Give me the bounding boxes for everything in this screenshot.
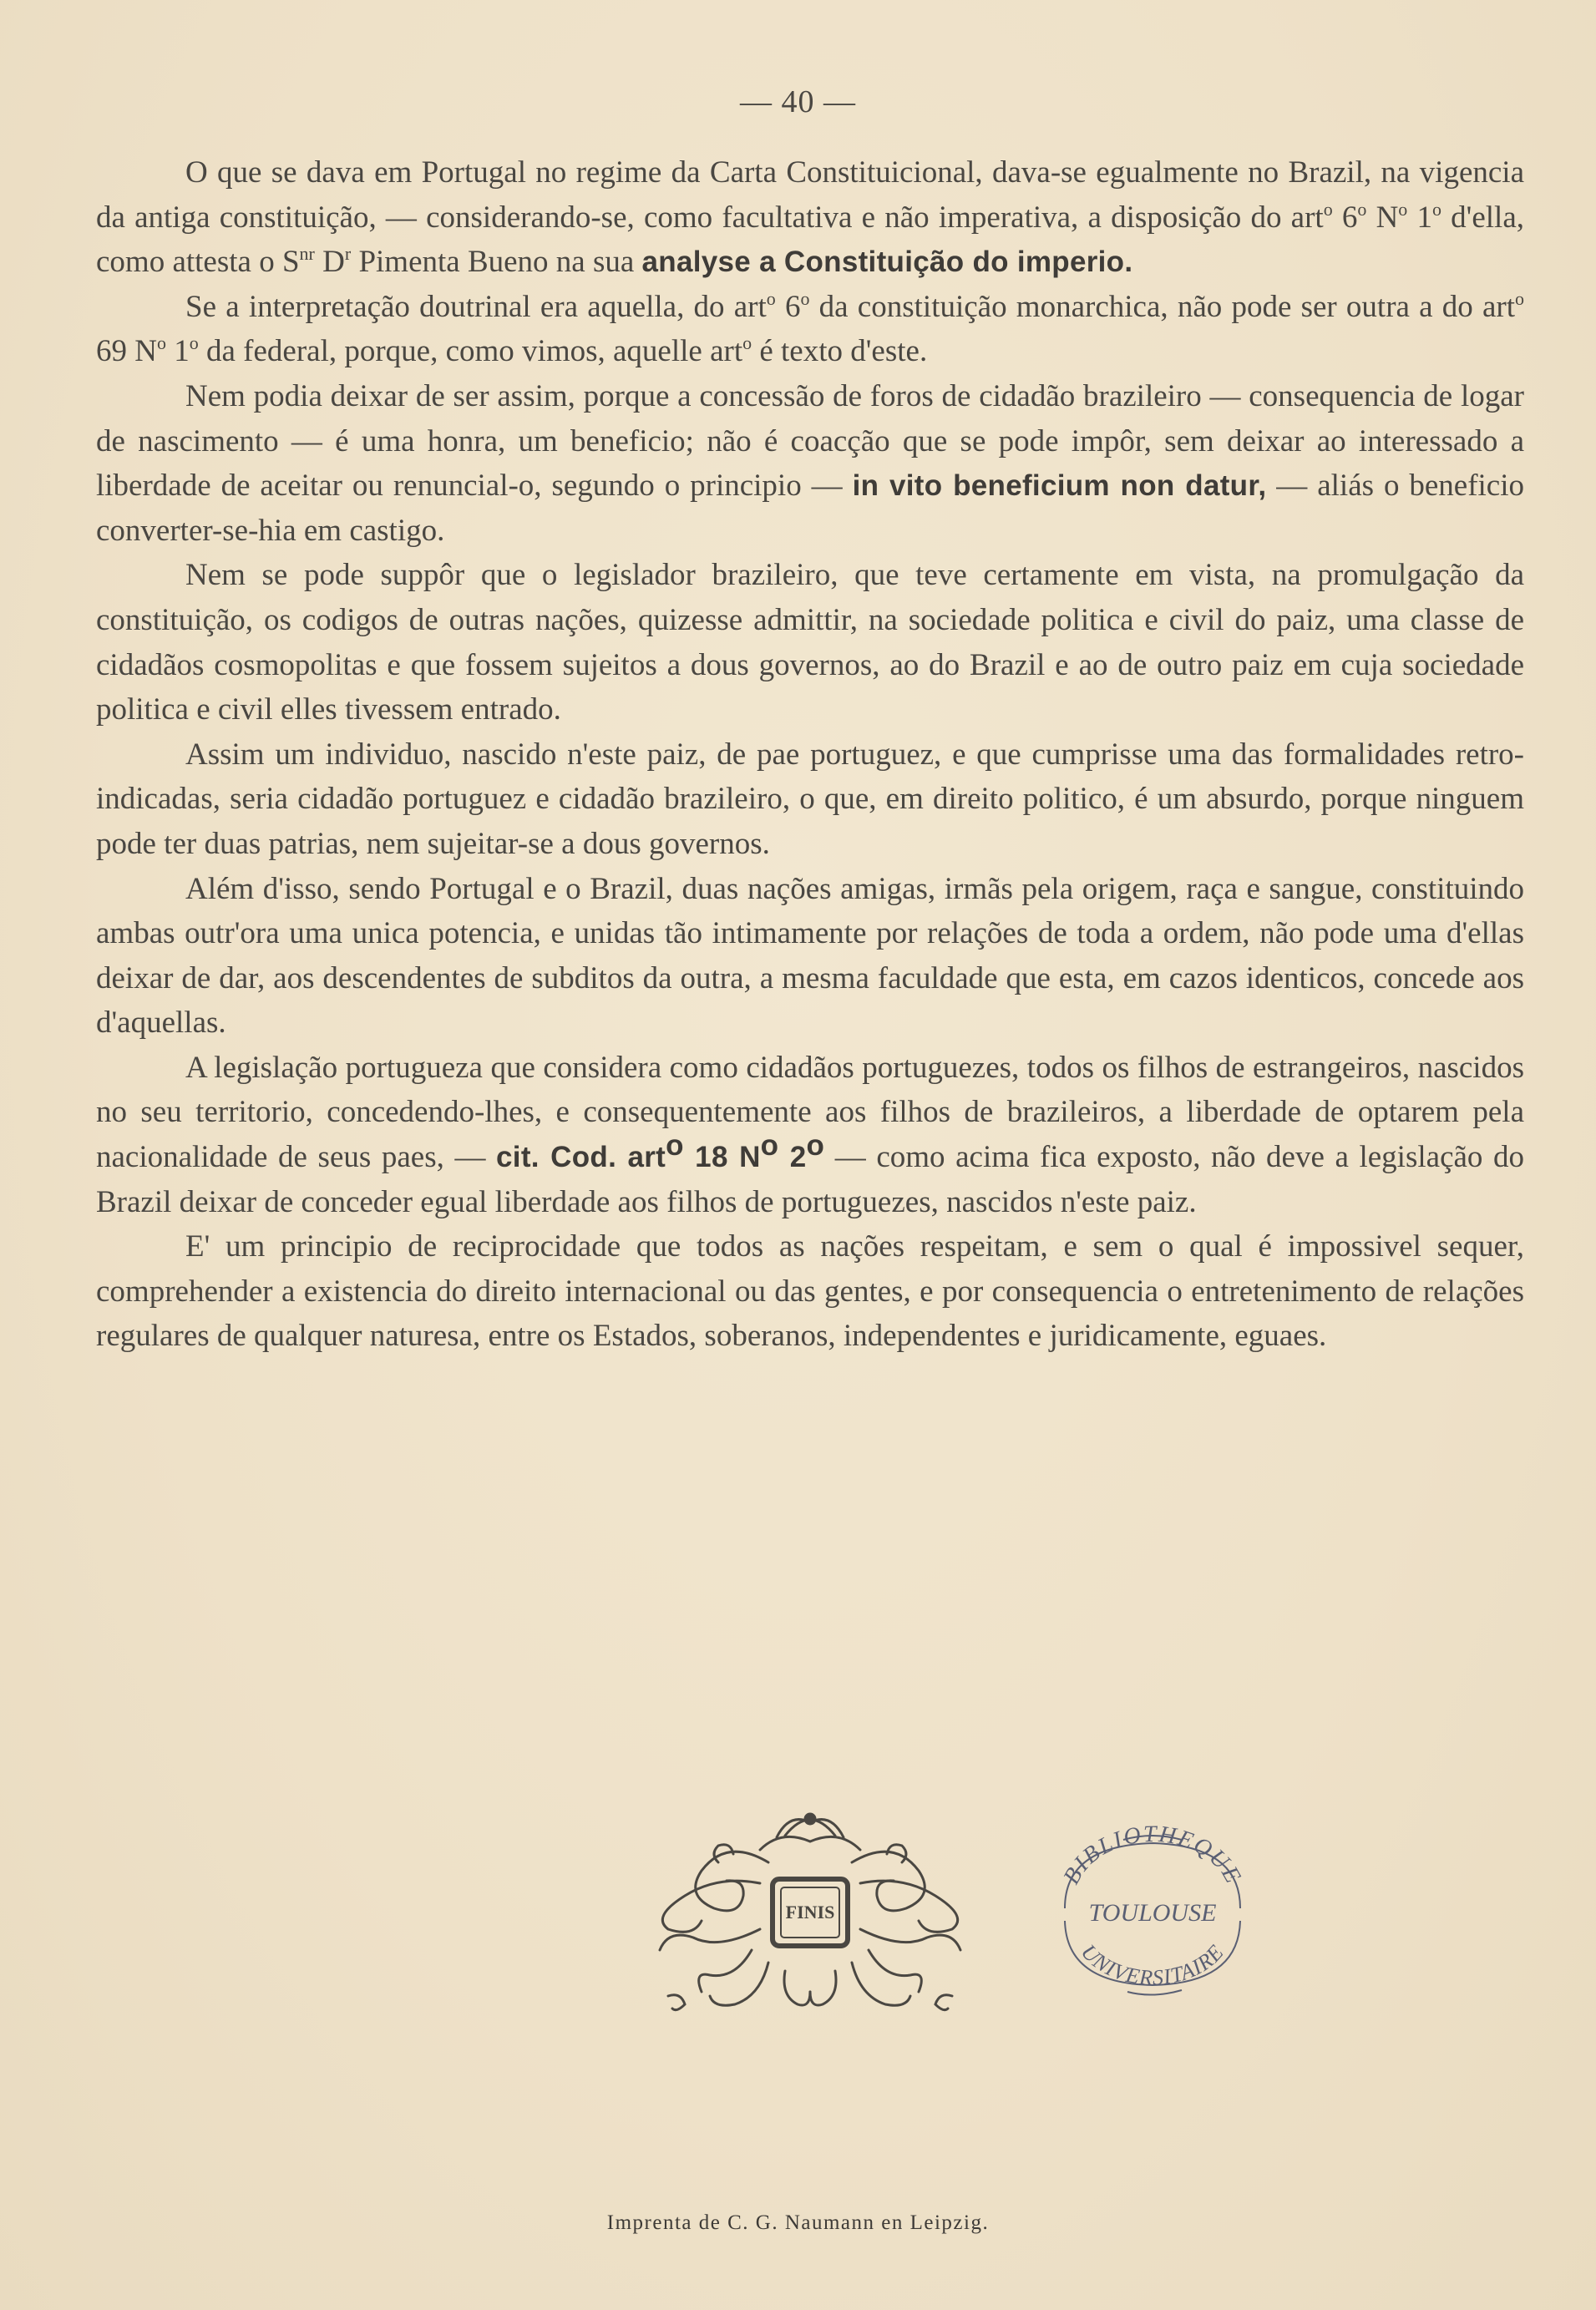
svg-text:UNIVERSITAIRE xyxy=(1077,1939,1229,1989)
text-run: A legislação portugueza que considera como cidadãos portuguezes, todos os filhos de estrangeiros, nascidos no seu territorio, concedendo-lhes, e consequentemente aos filhos de brazileiros, a liberdade de optarem pela nacionalidade de seus paes, — xyxy=(96,1050,1524,1175)
bold-phrase: 18 N xyxy=(683,1141,761,1174)
superscript: o xyxy=(766,287,776,309)
text-run: E' um principio de reciprocidade que todos as nações respeitam, e sem o qual é impossivel sequer, comprehender a existencia do direito internacional ou das gentes, e por consequencia o entretenimento de relações regulares de qualquer naturesa, entre os Estados, soberanos, independentes e juridicamente, eguaes. xyxy=(96,1229,1524,1354)
bold-phrase: 2 xyxy=(778,1141,807,1174)
superscript: o xyxy=(189,332,199,354)
superscript-bold: o xyxy=(666,1129,684,1163)
svg-text:BIBLIOTHEQUE xyxy=(1058,1825,1246,1888)
text-run: N xyxy=(1366,200,1399,235)
superscript: o xyxy=(1323,198,1333,220)
page-number: — 40 — xyxy=(740,84,856,119)
ornament-label: FINIS xyxy=(785,1902,835,1922)
superscript-bold: o xyxy=(806,1129,825,1163)
paragraph xyxy=(96,867,1524,1046)
stamp-top-text: BIBLIOTHEQUE xyxy=(1058,1825,1247,1889)
text-run: O que se dava em Portugal no regime da Carta Constituicional, dava-se egualmente no Brazil, na vigencia da antiga constituição, — considerando-se, como facultativa e não imperativa, a disposição do art xyxy=(96,155,1524,235)
superscript: o xyxy=(1357,198,1367,220)
printer-imprint: Imprenta de C. G. Naumann en Leipzig. xyxy=(606,2211,990,2234)
paragraph xyxy=(96,732,1524,867)
superscript-bold: o xyxy=(760,1129,779,1163)
body-text xyxy=(96,150,1524,1359)
superscript: o xyxy=(1431,198,1441,220)
text-run: 6 xyxy=(1332,200,1358,235)
text-run: da constituição monarchica, não pode ser outra a do art xyxy=(809,289,1515,324)
superscript: o xyxy=(742,332,752,354)
stamp-bottom-text: UNIVERSITAIRE xyxy=(1076,1939,1229,1990)
paragraph xyxy=(96,285,1524,374)
superscript: o xyxy=(156,332,166,354)
finis-ornament-icon xyxy=(635,1804,985,2021)
text-run: 6 xyxy=(775,289,801,324)
text-run: Nem se pode suppôr que o legislador brazileiro, que teve certamente em vista, na promulgação da constituição, os codigos de outras nações, quizesse admittir, na sociedade politica e civil do paiz, uma classe de cidadãos cosmopolitas e que fossem sujeitos a dous governos, ao do Brazil e ao de outro paiz em cuja sociedade politica e civil elles tivessem entrado. xyxy=(96,558,1524,727)
paragraph xyxy=(96,150,1524,285)
superscript: nr xyxy=(299,243,315,265)
paragraph xyxy=(96,374,1524,553)
superscript: r xyxy=(344,243,352,265)
bold-phrase: analyse a Constituição do imperio. xyxy=(641,246,1133,279)
text-run: D xyxy=(314,245,345,280)
superscript: o xyxy=(800,287,810,309)
paragraph xyxy=(96,1224,1524,1359)
superscript: o xyxy=(1515,287,1524,309)
text-run: Nem podia deixar de ser assim, porque a concessão de foros de cidadão brazileiro — consequencia de logar de nascimento — é uma honra, um beneficio; não é coacção que se pode impôr, sem deixar ao interessado a liberdade de aceitar ou renuncial-o, segundo o principio — xyxy=(96,378,1524,504)
text-run: Além d'isso, sendo Portugal e o Brazil, duas nações amigas, irmãs pela origem, raça e sangue, constituindo ambas outr'ora uma unica potencia, e unidas tão intimamente por relações de toda a ordem, não pode uma d'ellas deixar de dar, aos descendentes de subditos da outra, a mesma faculdade que esta, em cazos identicos, concede aos d'aquellas. xyxy=(96,871,1524,1041)
stamp-center-text: TOULOUSE xyxy=(1088,1899,1217,1927)
text-run: Se a interpretação doutrinal era aquella, do art xyxy=(185,289,767,324)
text-run: da federal, porque, como vimos, aquelle art xyxy=(198,334,743,369)
text-run: 1 xyxy=(165,334,190,369)
bold-phrase: in vito beneficium non datur, xyxy=(852,469,1267,503)
text-run: Assim um individuo, nascido n'este paiz, de pae portuguez, e que cumprisse uma das formalidades retro-indicadas, seria cidadão portuguez e cidadão brazileiro, o que, em direito politico, é um absurdo, porque ninguem pode ter duas patrias, nem sujeitar-se a dous governos. xyxy=(96,737,1524,861)
text-run: 1 xyxy=(1407,200,1432,235)
superscript: o xyxy=(1398,198,1408,220)
text-run: Pimenta Bueno na sua xyxy=(351,245,642,280)
text-run: é texto d'este. xyxy=(752,334,928,369)
paragraph xyxy=(96,1046,1524,1224)
paragraph xyxy=(96,553,1524,732)
text-run: — como acima fica exposto, não deve a legislação do Brazil deixar de conceder egual liberdade aos filhos de portuguezes, nascidos n'este paiz. xyxy=(96,1140,1524,1219)
text-run: d'ella, como attesta o S xyxy=(96,200,1524,280)
text-run: — aliás o beneficio converter-se-hia em castigo. xyxy=(96,469,1525,548)
text-run: 69 N xyxy=(96,334,157,369)
library-stamp-icon xyxy=(1048,1825,1257,2000)
bold-phrase: cit. Cod. art xyxy=(496,1141,666,1174)
